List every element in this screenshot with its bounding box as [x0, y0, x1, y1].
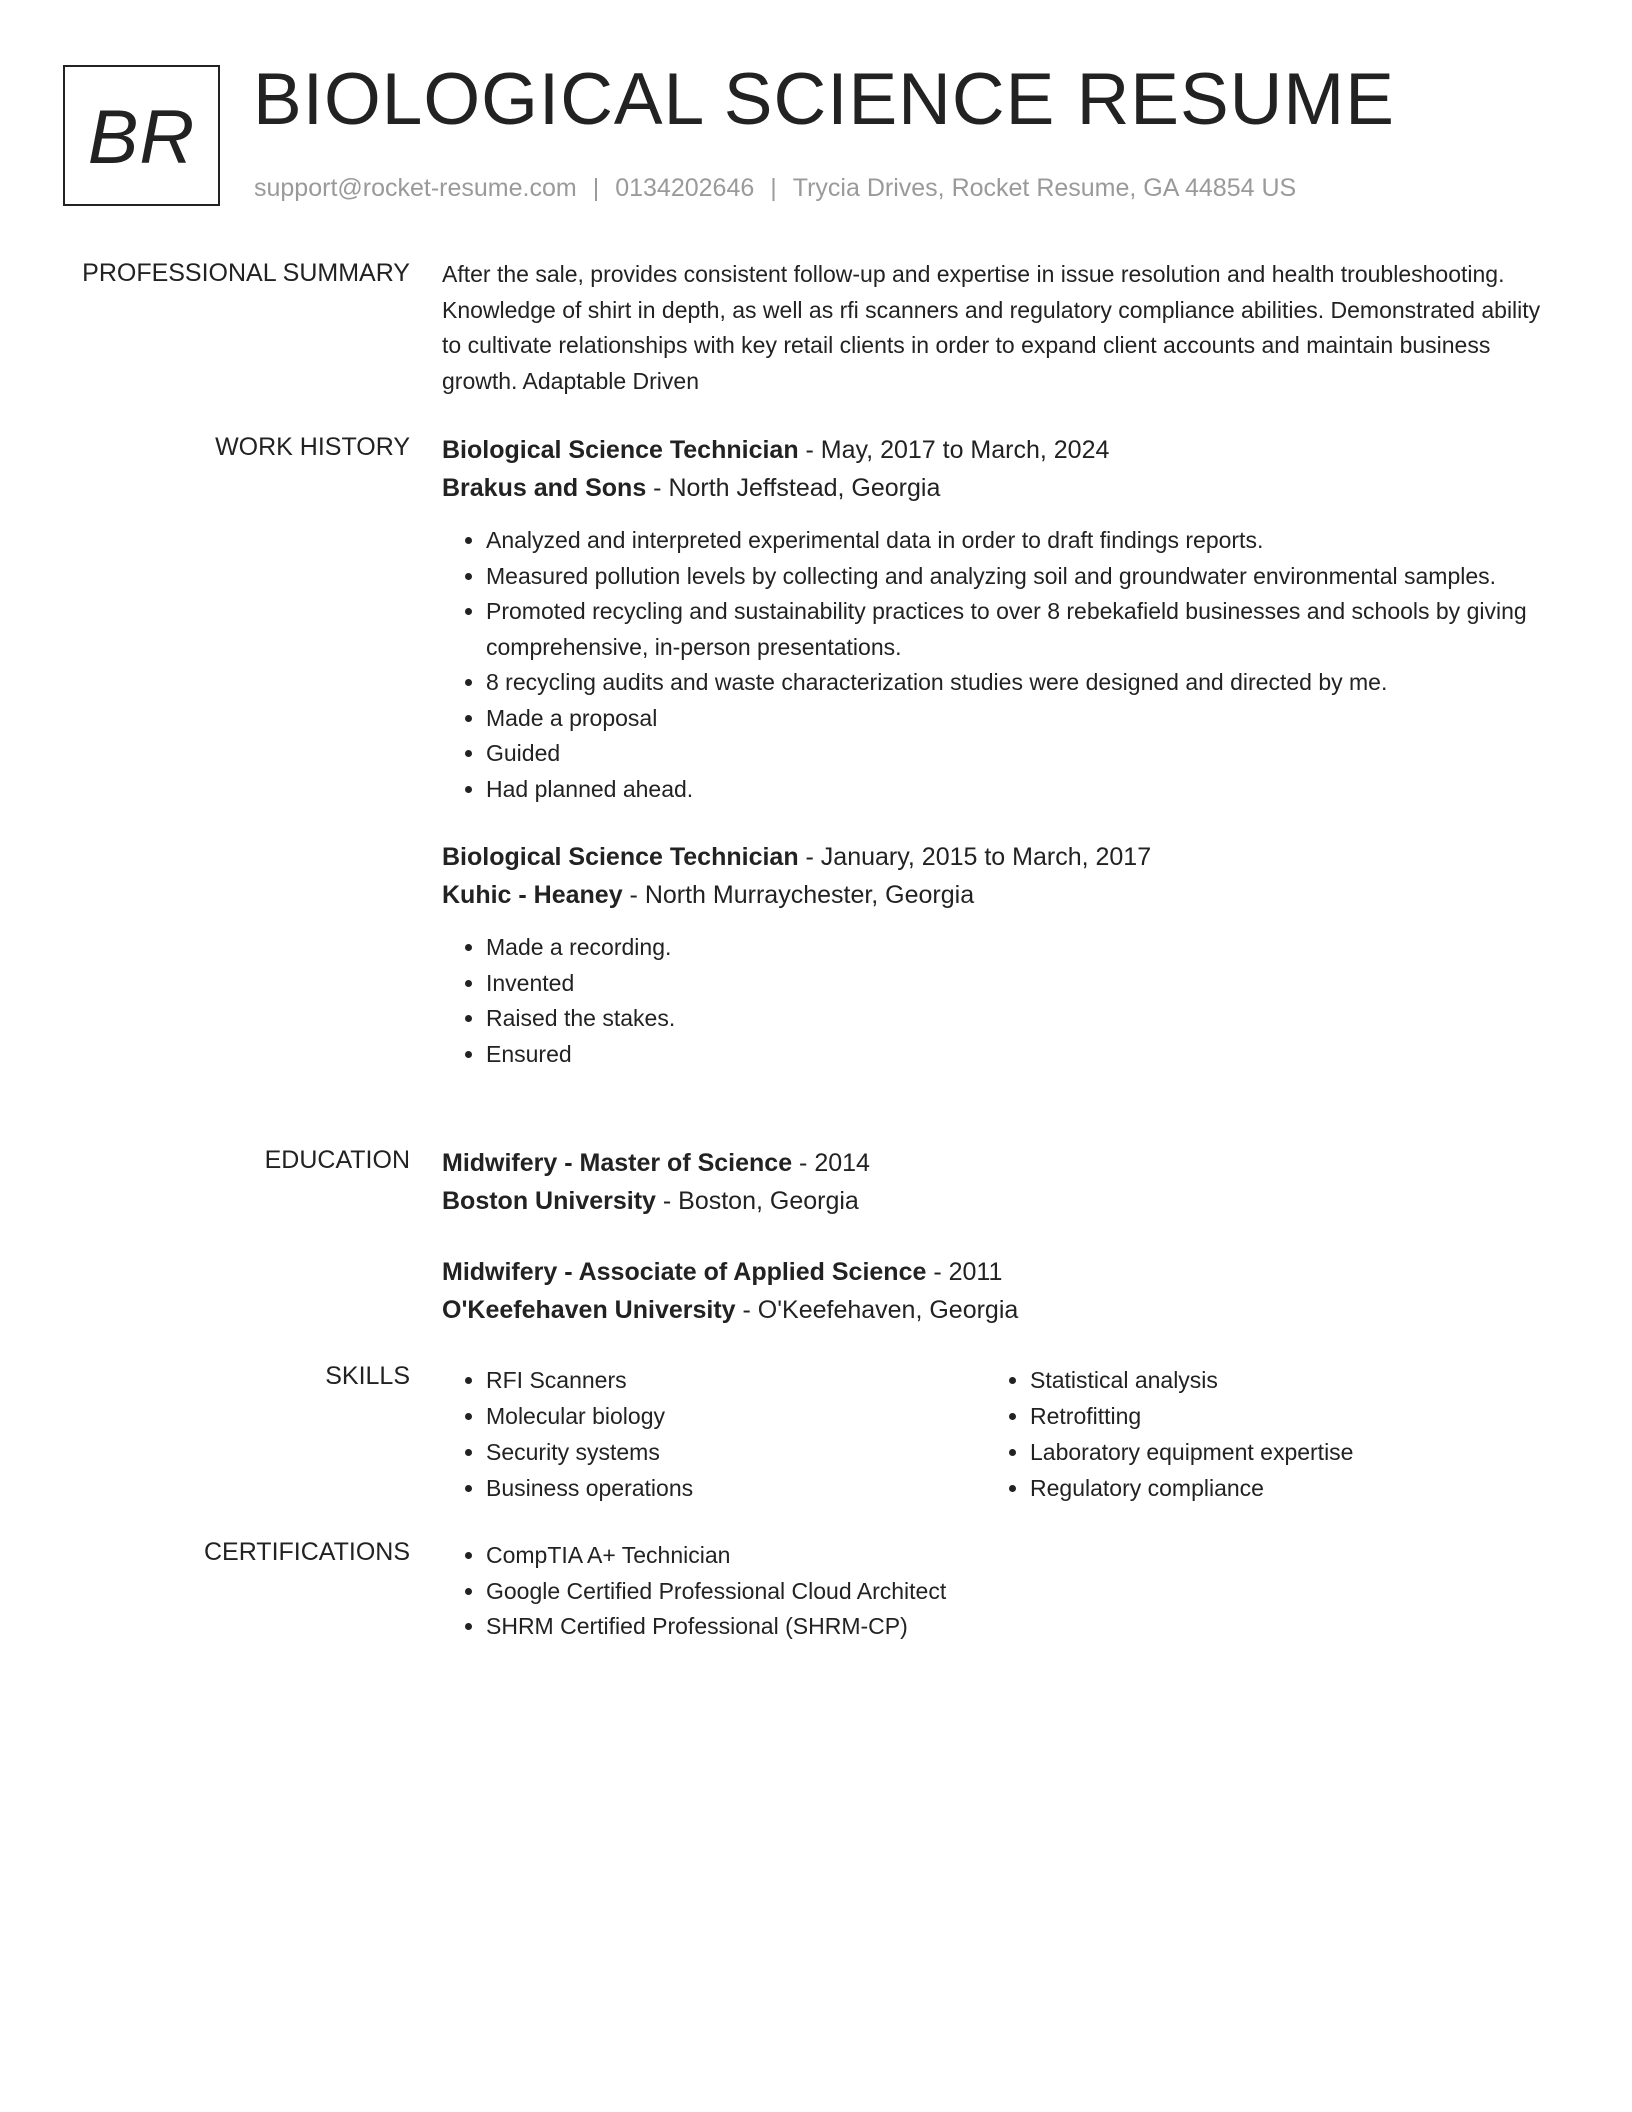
school-name: Boston University	[442, 1187, 656, 1215]
job-title: Biological Science Technician	[442, 436, 799, 464]
skills-grid	[442, 1362, 1562, 1506]
job-company-line	[442, 876, 1562, 914]
degree-name: Midwifery - Master of Science	[442, 1149, 793, 1177]
certification-item: • CompTIA A+ Technician	[486, 1538, 1562, 1574]
summary-body	[442, 257, 1562, 399]
certification-item: • Google Certified Professional Cloud Architect	[486, 1574, 1562, 1610]
job-title-line	[442, 838, 1562, 876]
degree-year: - 2011	[926, 1258, 1003, 1286]
contact-separator: |	[770, 174, 777, 202]
skills-body	[442, 1362, 1562, 1506]
resume-title: BIOLOGICAL SCIENCE RESUME	[253, 59, 1395, 140]
job-duties-list	[442, 523, 1562, 807]
skill-item: • RFI Scanners	[486, 1362, 986, 1398]
education-heading: EDUCATION	[264, 1146, 410, 1174]
education-body	[442, 1144, 1562, 1329]
work-history-body	[442, 431, 1562, 1072]
list-item: • Made a proposal	[486, 701, 1562, 737]
school-name: O'Keefehaven University	[442, 1296, 736, 1324]
skill-item: • Molecular biology	[486, 1398, 986, 1434]
school-location: - O'Keefehaven, Georgia	[735, 1296, 1019, 1324]
job-company: Brakus and Sons	[442, 474, 647, 502]
list-item: • Guided	[486, 736, 1562, 772]
degree-name: Midwifery - Associate of Applied Science	[442, 1258, 927, 1286]
certifications-heading: CERTIFICATIONS	[203, 1538, 410, 1566]
degree-year: - 2014	[792, 1149, 870, 1177]
contact-separator: |	[592, 174, 600, 202]
job-company: Kuhic - Heaney	[442, 881, 623, 909]
monogram-box	[63, 65, 220, 206]
list-item: • 8 recycling audits and waste characterization studies were designed and directed by me.	[486, 665, 1562, 701]
certifications-list	[442, 1538, 1562, 1645]
contact-email[interactable]: support@rocket-resume.com	[254, 174, 577, 202]
contact-line	[254, 174, 1296, 203]
school-line	[442, 1291, 1562, 1329]
summary-text: After the sale, provides consistent follow-up and expertise in issue resolution and health troubleshooting. Knowledge of shirt in depth, as well as rfi scanners and regulatory compliance abilities. Demonstrated ability to cultivate relationships with key retail clients in order to expand client accounts and maintain business growth. Adaptable Driven	[442, 261, 1541, 394]
degree-line	[442, 1144, 1562, 1182]
contact-phone[interactable]: 0134202646	[615, 174, 755, 202]
job-title-line	[442, 431, 1562, 469]
school-line	[442, 1182, 1562, 1220]
certifications-body	[442, 1538, 1562, 1645]
job-company-line	[442, 469, 1562, 507]
job-dates: - January, 2015 to March, 2017	[798, 843, 1152, 871]
job-entry	[442, 431, 1562, 807]
job-location: - North Jeffstead, Georgia	[646, 474, 941, 502]
skill-item: • Regulatory compliance	[1030, 1470, 1530, 1506]
list-item: • Invented	[486, 966, 1562, 1002]
skills-column	[986, 1362, 1530, 1506]
skill-item: • Retrofitting	[1030, 1398, 1530, 1434]
job-dates: - May, 2017 to March, 2024	[798, 436, 1110, 464]
contact-address: Trycia Drives, Rocket Resume, GA 44854 US	[792, 174, 1297, 202]
degree-line	[442, 1253, 1562, 1291]
list-item: • Promoted recycling and sustainability practices to over 8 rebekafield businesses and schools by giving comprehensive, in-person presentations.	[486, 594, 1562, 665]
job-title: Biological Science Technician	[442, 843, 799, 871]
list-item: • Analyzed and interpreted experimental data in order to draft findings reports.	[486, 523, 1562, 559]
certification-item: • SHRM Certified Professional (SHRM-CP)	[486, 1609, 1562, 1645]
job-duties-list	[442, 930, 1562, 1072]
list-item: • Made a recording.	[486, 930, 1562, 966]
skills-column	[442, 1362, 986, 1506]
skill-item: • Laboratory equipment expertise	[1030, 1434, 1530, 1470]
education-entry	[442, 1144, 1562, 1220]
monogram-initials: BR	[87, 95, 196, 180]
skill-item: • Security systems	[486, 1434, 986, 1470]
list-item: • Ensured	[486, 1037, 1562, 1073]
skills-heading: SKILLS	[325, 1362, 410, 1390]
list-item: • Measured pollution levels by collecting and analyzing soil and groundwater environmental samples.	[486, 559, 1562, 595]
list-item: • Raised the stakes.	[486, 1001, 1562, 1037]
skill-item: • Business operations	[486, 1470, 986, 1506]
skill-item: • Statistical analysis	[1030, 1362, 1530, 1398]
school-location: - Boston, Georgia	[655, 1187, 859, 1215]
education-entry	[442, 1253, 1562, 1329]
job-location: - North Murraychester, Georgia	[622, 881, 975, 909]
job-entry	[442, 838, 1562, 1072]
summary-heading: PROFESSIONAL SUMMARY	[82, 259, 410, 287]
list-item: • Had planned ahead.	[486, 772, 1562, 808]
work-history-heading: WORK HISTORY	[215, 433, 410, 461]
